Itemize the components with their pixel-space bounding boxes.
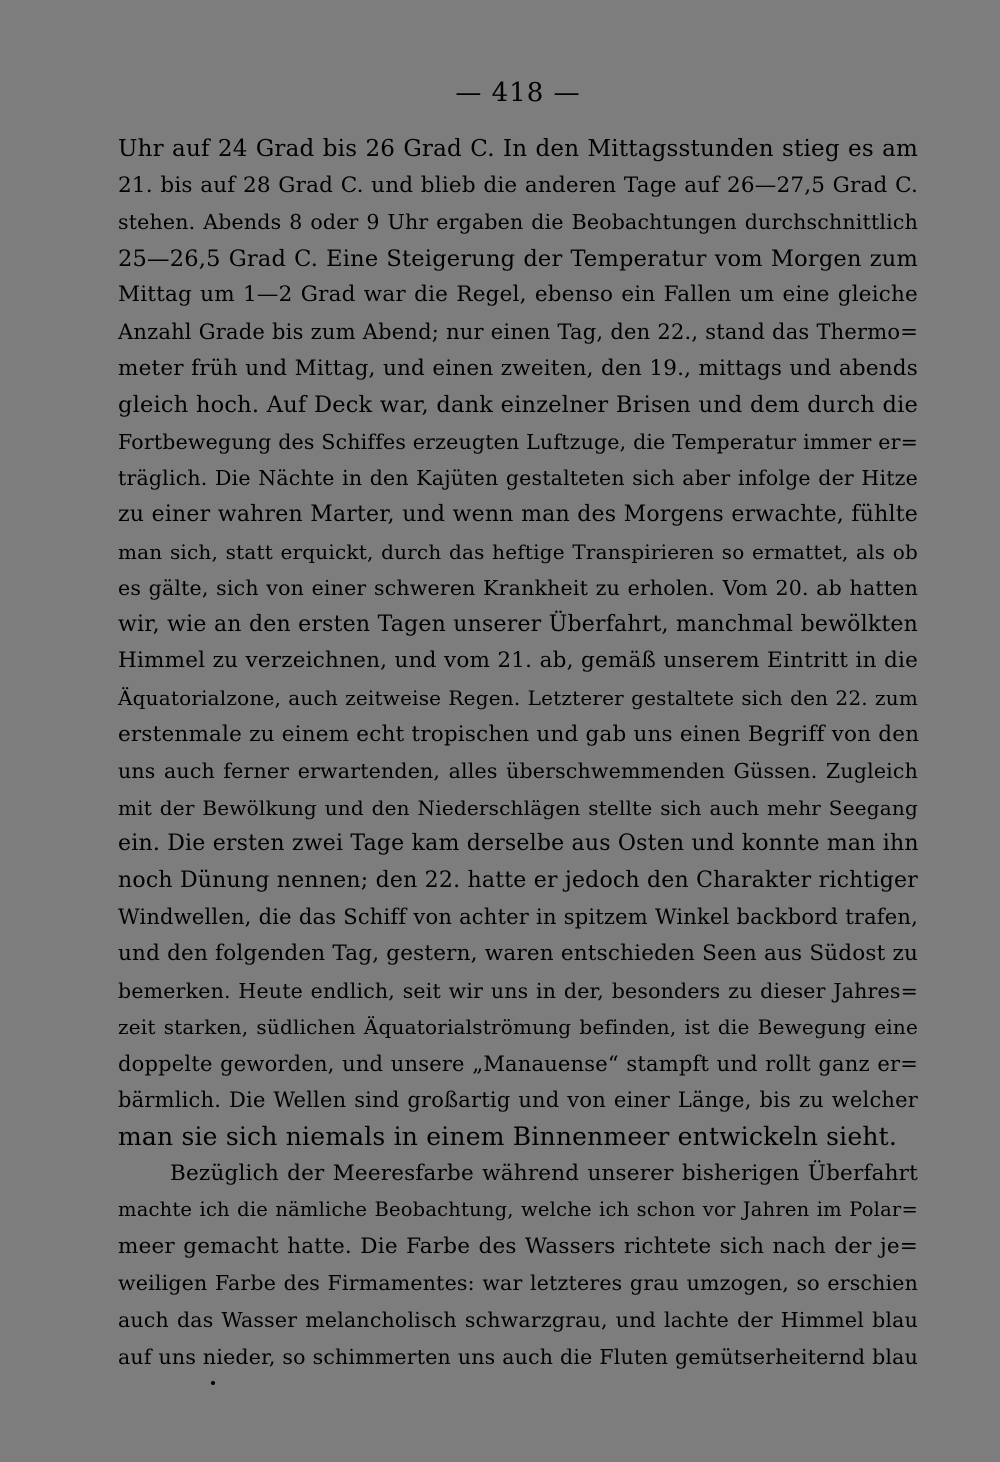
text-line: zeit starken, südlichen Äquatorialströmung befinden, ist die Bewegung eine: [118, 1015, 918, 1040]
print-speck: [211, 1381, 215, 1385]
text-line: 25—26,5 Grad C. Eine Steigerung der Temperatur vom Morgen zum: [118, 245, 918, 272]
text-line: mit der Bewölkung und den Niederschlägen stellte sich auch mehr Seegang: [118, 795, 918, 820]
text-line: erstenmale zu einem echt tropischen und gab uns einen Begriff von den: [118, 721, 920, 747]
text-line: gleich hoch. Auf Deck war, dank einzelner Brisen und dem durch die: [118, 392, 918, 419]
text-line: und den folgenden Tag, gestern, waren entschieden Seen aus Südost zu: [118, 941, 919, 967]
text-line: ein. Die ersten zwei Tage kam derselbe aus Osten und konnte man ihn: [118, 831, 919, 857]
text-line: 21. bis auf 28 Grad C. und blieb die anderen Tage auf 26—27,5 Grad C.: [118, 172, 918, 198]
text-line: meter früh und Mittag, und einen zweiten, den 19., mittags und abends: [118, 355, 918, 381]
body-text: [118, 131, 918, 1375]
text-line: Anzahl Grade bis zum Abend; nur einen Tag, den 22., stand das Thermo=: [118, 319, 918, 344]
text-line: stehen. Abends 8 oder 9 Uhr ergaben die Beobachtungen durchschnittlich: [118, 210, 918, 235]
text-line: bärmlich. Die Wellen sind großartig und von einer Länge, bis zu welcher: [118, 1088, 918, 1113]
text-line: wir, wie an den ersten Tagen unserer Überfahrt, manchmal bewölkten: [118, 611, 918, 637]
text-line: doppelte geworden, und unsere „Manauense“ stampft und rollt ganz er=: [118, 1051, 918, 1076]
text-line: machte ich die nämliche Beobachtung, welche ich schon vor Jahren im Polar=: [118, 1198, 918, 1222]
text-line: es gälte, sich von einer schweren Krankheit zu erholen. Vom 20. ab hatten: [118, 576, 918, 601]
paragraph: [118, 131, 918, 1156]
text-line: träglich. Die Nächte in den Kajüten gestalteten sich aber infolge der Hitze: [118, 466, 918, 491]
text-line: Bezüglich der Meeresfarbe während unserer bisherigen Überfahrt: [170, 1160, 918, 1186]
text-line: meer gemacht hatte. Die Farbe des Wassers richtete sich nach der je=: [118, 1233, 918, 1259]
text-line: Himmel zu verzeichnen, und vom 21. ab, gemäß unserem Eintritt in die: [118, 648, 918, 674]
text-line: uns auch ferner erwartenden, alles überschwemmenden Güssen. Zugleich: [118, 759, 918, 784]
text-line: Äquatorialzone, auch zeitweise Regen. Letzterer gestaltete sich den 22. zum: [118, 685, 918, 710]
text-line: Uhr auf 24 Grad bis 26 Grad C. In den Mittagsstunden stieg es am: [118, 136, 918, 162]
text-line: Windwellen, die das Schiff von achter in spitzem Winkel backbord trafen,: [118, 905, 918, 930]
text-line: weiligen Farbe des Firmamentes: war letzteres grau umzogen, so erschien: [118, 1271, 918, 1296]
text-line: man sich, statt erquickt, durch das heftige Transpirieren so ermattet, als ob: [118, 539, 918, 564]
text-line: auf uns nieder, so schimmerten uns auch die Fluten gemütserheiternd blau: [118, 1344, 918, 1369]
text-line: noch Dünung nennen; den 22. hatte er jedoch den Charakter richtiger: [118, 867, 918, 893]
text-line: bemerken. Heute endlich, seit wir uns in der, besonders zu dieser Jahres=: [118, 978, 918, 1003]
text-line: man sie sich niemals in einem Binnenmeer entwickeln sieht.: [118, 1122, 898, 1152]
text-line: auch das Wasser melancholisch schwarzgrau, und lachte der Himmel blau: [118, 1308, 918, 1332]
text-line: Fortbewegung des Schiffes erzeugten Luftzuge, die Temperatur immer er=: [118, 429, 918, 454]
page-number: — 418 —: [455, 78, 581, 108]
paragraph: [118, 1156, 918, 1376]
text-line: Mittag um 1—2 Grad war die Regel, ebenso ein Fallen um eine gleiche: [118, 282, 918, 308]
text-line: zu einer wahren Marter, und wenn man des Morgens erwachte, fühlte: [118, 501, 918, 527]
